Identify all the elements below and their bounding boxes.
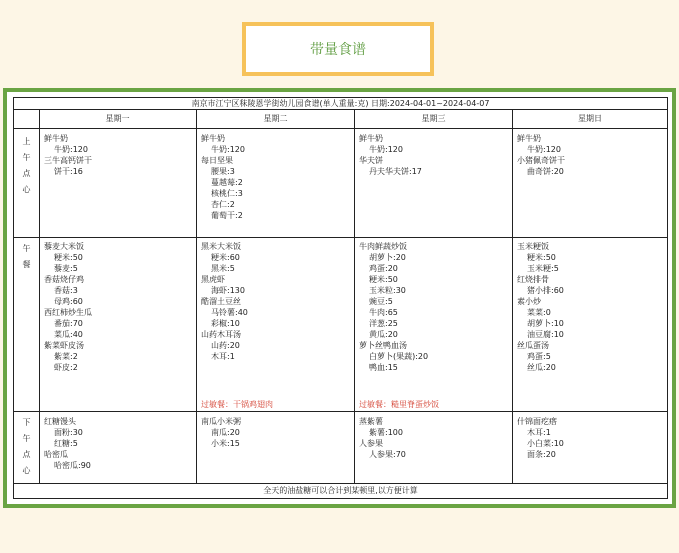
ingredient-line: 虾皮:2 (54, 363, 78, 372)
cell-lunch-tue (201, 241, 248, 362)
ingredient-line: 豌豆:5 (369, 297, 393, 306)
dish-name: 鲜牛奶 (44, 134, 68, 143)
meal-label-text (14, 134, 39, 194)
dish-name: 酷溜土豆丝 (201, 297, 241, 306)
ingredient-line: 人参果:70 (369, 450, 406, 459)
ingredient-line: 鸡蛋:5 (527, 352, 551, 361)
dish-name: 黑虎虾 (201, 275, 225, 284)
ingredient-line: 藜麦:5 (54, 264, 78, 273)
dish-name: 红糖馒头 (44, 417, 76, 426)
ingredient-line: 黑米:5 (211, 264, 235, 273)
meal-label-char: 心 (22, 185, 31, 194)
ingredient-line: 木耳:1 (527, 428, 551, 437)
day-header-3: 星期三 (355, 109, 512, 129)
dish-name: 每日坚果 (201, 156, 233, 165)
meal-label-lunch (14, 241, 39, 269)
dish-name: 素小炒 (517, 297, 541, 306)
footer-note: 全天的油盐糖可以合计到某顿里,以方便计算 (14, 483, 667, 498)
ingredient-line: 山药:20 (211, 341, 240, 350)
cell-lunch-mon (44, 241, 92, 373)
ingredient-line: 牛奶:120 (369, 145, 403, 154)
ingredient-line: 曲奇饼:20 (527, 167, 564, 176)
meal-label-char: 心 (22, 466, 31, 475)
meal-label-char: 午 (22, 434, 31, 443)
ingredient-line: 番茄:70 (54, 319, 83, 328)
page-title: 带量食谱 (242, 22, 434, 76)
ingredient-line: 红糖:5 (54, 439, 78, 448)
allergy-note-wed (359, 399, 439, 410)
ingredient-line: 核桃仁:3 (211, 189, 243, 198)
dish-name: 牛肉鲜蔬炒饭 (359, 242, 407, 251)
cell-afternoon-tue (201, 416, 241, 449)
ingredient-line: 胡萝卜:10 (527, 319, 564, 328)
grid-line (196, 109, 197, 484)
dish-name: 玉米粳饭 (517, 242, 549, 251)
dish-name: 西红柿炒生瓜 (44, 308, 92, 317)
ingredient-line: 玉米粳:5 (527, 264, 559, 273)
ingredient-line: 粳米:50 (54, 253, 83, 262)
ingredient-line: 小米:15 (211, 439, 240, 448)
ingredient-line: 粳米:50 (369, 275, 398, 284)
meal-label-char: 点 (22, 169, 31, 178)
ingredient-line: 蔓越莓:2 (211, 178, 243, 187)
menu-frame (3, 88, 676, 508)
grid-line (512, 109, 513, 484)
ingredient-line: 杏仁:2 (211, 200, 235, 209)
meal-label-char: 午 (22, 153, 31, 162)
meal-label-morning (14, 134, 39, 194)
day-header-1: 星期一 (39, 109, 196, 129)
day-header-2: 星期二 (197, 109, 354, 129)
ingredient-line: 母鸡:60 (54, 297, 83, 306)
dish-name: 小猪佩奇饼干 (517, 156, 565, 165)
dish-name: 三牛高钙饼干 (44, 156, 92, 165)
meal-label-text (14, 241, 39, 269)
ingredient-line: 牛奶:120 (211, 145, 245, 154)
meal-label-text (14, 415, 39, 475)
corner-cell (14, 109, 39, 129)
ingredient-line: 鸡蛋:20 (369, 264, 398, 273)
ingredient-line: 小白菜:10 (527, 439, 564, 448)
meal-label-char: 上 (22, 137, 31, 146)
ingredient-line: 牛奶:120 (54, 145, 88, 154)
ingredient-line: 紫薯:100 (369, 428, 403, 437)
ingredient-line: 猪小排:60 (527, 286, 564, 295)
ingredient-line: 鸭血:15 (369, 363, 398, 372)
ingredient-line: 腰果:3 (211, 167, 235, 176)
ingredient-line: 木耳:1 (211, 352, 235, 361)
ingredient-line: 油豆腐:10 (527, 330, 564, 339)
dish-name: 藜麦大米饭 (44, 242, 84, 251)
ingredient-line: 丹夫华夫饼:17 (369, 167, 422, 176)
sheet-header: 南京市江宁区秣陵恩学街幼儿园食谱(单人重量:克) 日期:2024-04-01~2024-04-07 (14, 98, 667, 110)
day-header-4: 星期日 (513, 109, 667, 129)
dish-name: 鲜牛奶 (517, 134, 541, 143)
allergy-note-text: 过敏餐：糙里脊蛋炒饭 (359, 400, 439, 409)
allergy-note-tue (201, 399, 273, 410)
cell-lunch-sun (517, 241, 564, 373)
ingredient-line: 面粉:30 (54, 428, 83, 437)
dish-name: 香菇烧仔鸡 (44, 275, 84, 284)
dish-name: 山药木耳汤 (201, 330, 241, 339)
ingredient-line: 菜瓜:40 (54, 330, 83, 339)
grid-line (14, 411, 667, 412)
cell-morning-wed (359, 133, 422, 177)
ingredient-line: 海虾:130 (211, 286, 245, 295)
ingredient-line: 丝瓜:20 (527, 363, 556, 372)
dish-name: 鲜牛奶 (201, 134, 225, 143)
dish-name: 华夫饼 (359, 156, 383, 165)
cell-afternoon-sun (517, 416, 564, 460)
grid-line (354, 109, 355, 484)
cell-morning-tue (201, 133, 245, 221)
dish-name: 红烧排骨 (517, 275, 549, 284)
grid-line (39, 109, 40, 484)
allergy-note-text: 过敏餐：干锅鸡翅肉 (201, 400, 273, 409)
dish-name: 南瓜小米粥 (201, 417, 241, 426)
meal-label-char: 餐 (22, 260, 31, 269)
dish-name: 紫菜虾皮汤 (44, 341, 84, 350)
dish-name: 蒸紫薯 (359, 417, 383, 426)
dish-name: 人参果 (359, 439, 383, 448)
dish-name: 哈密瓜 (44, 450, 68, 459)
grid-line (14, 237, 667, 238)
ingredient-line: 粳米:50 (527, 253, 556, 262)
meal-label-char: 下 (22, 418, 31, 427)
ingredient-line: 彩椒:10 (211, 319, 240, 328)
cell-morning-sun (517, 133, 565, 177)
ingredient-line: 胡萝卜:20 (369, 253, 406, 262)
ingredient-line: 饼干:16 (54, 167, 83, 176)
cell-afternoon-mon (44, 416, 91, 471)
cell-afternoon-wed (359, 416, 406, 460)
dish-name: 黑米大米饭 (201, 242, 241, 251)
meal-label-afternoon (14, 415, 39, 475)
ingredient-line: 粳米:60 (211, 253, 240, 262)
dish-name: 丝瓜蛋汤 (517, 341, 549, 350)
ingredient-line: 南瓜:20 (211, 428, 240, 437)
cell-morning-mon (44, 133, 92, 177)
menu-sheet (13, 97, 668, 499)
dish-name: 萝卜丝鸭血汤 (359, 341, 407, 350)
dish-name: 鲜牛奶 (359, 134, 383, 143)
ingredient-line: 马铃薯:40 (211, 308, 248, 317)
cell-lunch-wed (359, 241, 428, 373)
ingredient-line: 玉米粒:30 (369, 286, 406, 295)
ingredient-line: 牛奶:120 (527, 145, 561, 154)
ingredient-line: 白萝卜(果蔬):20 (369, 352, 429, 361)
ingredient-line: 紫菜:2 (54, 352, 78, 361)
dish-name: 什锦面疙瘩 (517, 417, 557, 426)
ingredient-line: 黄瓜:20 (369, 330, 398, 339)
ingredient-line: 葡萄干:2 (211, 211, 243, 220)
ingredient-line: 牛肉:65 (369, 308, 398, 317)
meal-label-char: 午 (22, 244, 31, 253)
ingredient-line: 哈密瓜:90 (54, 461, 91, 470)
meal-label-char: 点 (22, 450, 31, 459)
ingredient-line: 香菇:3 (54, 286, 78, 295)
ingredient-line: 面条:20 (527, 450, 556, 459)
ingredient-line: 洋葱:25 (369, 319, 398, 328)
ingredient-line: 菜菜:0 (527, 308, 551, 317)
